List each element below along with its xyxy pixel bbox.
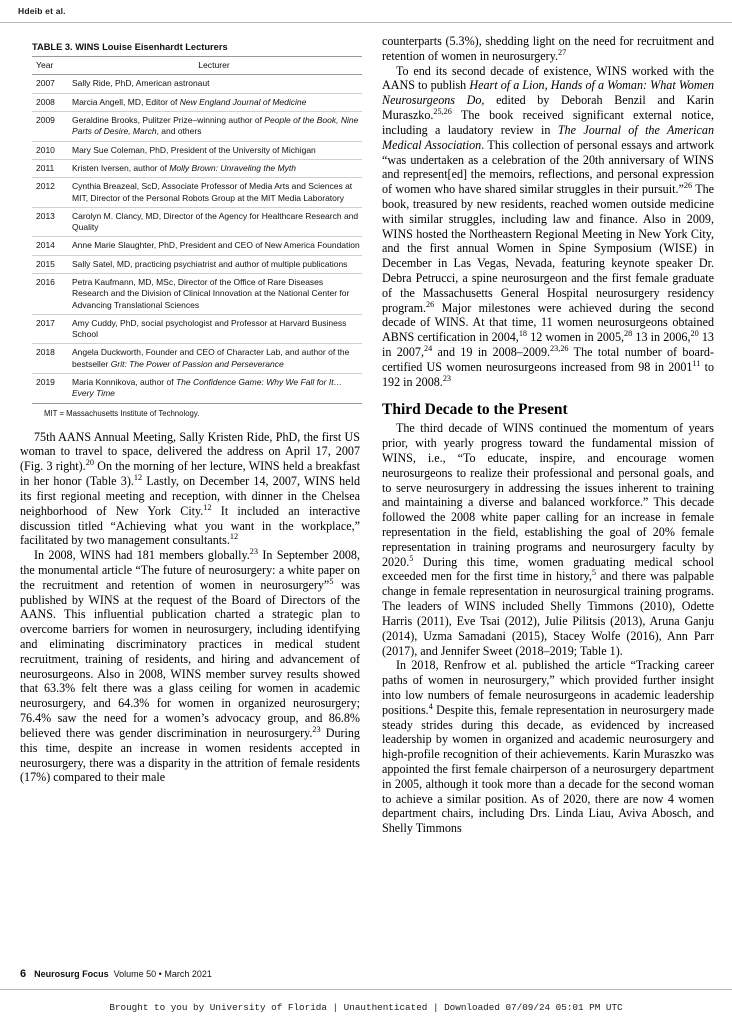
table-row	[32, 93, 362, 111]
right-column	[382, 34, 714, 836]
wins-lecturers-table	[32, 56, 362, 404]
table-row	[32, 75, 362, 93]
cell-lecturer: Sally Satel, MD, practicing psychiatrist and author of multiple publications	[68, 255, 362, 273]
page-footer	[20, 968, 212, 980]
cell-year: 2013	[32, 207, 68, 237]
cell-lecturer: Carolyn M. Clancy, MD, Director of the Agency for Healthcare Research and Quality	[68, 207, 362, 237]
table-row	[32, 273, 362, 314]
cell-year: 2018	[32, 344, 68, 374]
table-row	[32, 344, 362, 374]
table-row	[32, 255, 362, 273]
cell-year: 2015	[32, 255, 68, 273]
paragraph: In 2008, WINS had 181 members globally.$^{23}$ In September 2008, the monumental article “The future of neurosurgery: a white paper on the recruitment and retention of women in neurosurgery”$^5$ was published by WINS at the request of the Board of Directors of the AANS. This influential publication charted a strategic plan to overcome barriers for women in neurosurgery, including identifying and eliminating discriminatory practices in medical student recruitment, training of residents, and hiring and advancement of neurosurgeons. Also in 2008, WINS member survey results showed that 63.3% felt there was a glass ceiling for women in academic neurosurgery, and 64.3% for women in organized neurosurgery; 76.4% saw the need for a women’s advocacy group, and 86.8% believed there was gender discrimination in neurosurgery.$^{23}$ During this time, despite an increase in women residents accepted in neurosurgery, there was a disparity in the attrition of female residents (17%) compared to their male	[20, 547, 360, 785]
cell-lecturer: Cynthia Breazeal, ScD, Associate Professor of Media Arts and Sciences at MIT, Director of the Personal Robots Group at the MIT Media Laboratory	[68, 178, 362, 208]
cell-year: 2012	[32, 178, 68, 208]
cell-year: 2010	[32, 141, 68, 159]
page-number: 6	[20, 968, 27, 980]
paragraph: In 2018, Renfrow et al. published the article “Tracking career paths of women in neurosurgery,” which provided further insight into low numbers of female neurosurgeons in academic leadership positions.$^4$ Despite this, female representation in neurosurgery made steady strides during this decade, as evidenced by increased leadership by women in organized and academic neurosurgery and high-profile recognition of their achievements. Karin Muraszko was appointed the first female chairperson of a neurosurgery department in 2005, although it took more than a decade for the second woman to achieve a similar position. As of 2020, there are now 4 women department chairs, including Drs. Linda Liau, Aviva Abosch, and Shelly Timmons	[382, 658, 714, 836]
section-heading: Third Decade to the Present	[382, 400, 568, 418]
paragraph: counterparts (5.3%), shedding light on the need for recruitment and retention of women in neurosurgery.$^{27}$	[382, 34, 714, 63]
table-header-row	[32, 57, 362, 75]
left-column-text	[20, 430, 360, 786]
table-row	[32, 314, 362, 344]
table-row	[32, 141, 362, 159]
left-column	[20, 34, 360, 785]
paragraph: The third decade of WINS continued the momentum of years prior, with yearly progress toward the fundamental mission of WINS, i.e., “To educate, inspire, and encourage women neurosurgeons to realize their professional and personal goals, and to serve neurosurgery in addressing the issues inherent to training and maintaining a diverse and balanced workforce.” This decade followed the 2008 white paper calling for an increase in female representation in the field, establishing the goal of 20% female representation in training programs and neurosurgery faculty by 2020.$^5$ During this time, women graduating medical school exceeded men for the first time in history,$^5$ and there was palpable change in female representation in neurosurgical training programs. The leaders of WINS included Shelly Timmons (2010), Odette Harris (2011), Eve Tsai (2012), Julie Pilitsis (2013), Aruna Ganju (2014), Uzma Samadani (2015), Stacey Wolfe (2016), Ann Parr (2017), and Jennifer Sweet (2018–2019; Table 1).	[382, 421, 714, 658]
paragraph: To end its second decade of existence, WINS worked with the AANS to publish Heart of a Lion, Hands of a Woman: What Women Neurosurgeons Do, edited by Deborah Benzil and Karin Muraszko.$^{25,26}$ The book received significant external notice, including a laudatory review in The Journal of the American Medical Association. This collection of personal essays and artwork “was undertaken as a celebration of the 20th anniversary of WINS and represent[ed] the memoirs, reflections, and personal expression of women who have shared similar struggles in their pursuit.”$^{26}$ The book, treasured by new residents, reached women outside medicine with similar struggles, including law and finance. Also in 2009, WINS hosted the Northeastern Regional Meeting in New York City, and the first annual Women in Spine Symposium (WISE) in December in Las Vegas, Nevada, featuring keynote speaker Dr. Debra Petrucci, a spine neurosurgeon and the first female graduate of the Massachusetts General Hospital neurosurgery residency program.$^{26}$ Major milestones were achieved during the second decade of WINS. At that time, 11 women neurosurgeons obtained ABNS certification in 2004,18 12 women in 2005,28 13 in 2006,20 13 in 2007,24 and 19 in 2008–2009.$^{23,26}$ The total number of board-certified US women neurosurgeons increased from 98 in 2001$^{11}$ to 192 in 2008.23	[382, 63, 715, 389]
cell-lecturer: Geraldine Brooks, Pulitzer Prize–winning author of People of the Book, Nine Parts of Desire, March, and others	[68, 112, 362, 142]
cell-lecturer: Sally Ride, PhD, American astronaut	[68, 75, 362, 93]
cell-year: 2014	[32, 237, 68, 255]
table-body	[32, 75, 362, 403]
header-rule	[0, 22, 732, 23]
running-head: Hdeib et al.	[18, 6, 66, 16]
table-row	[32, 237, 362, 255]
cell-lecturer: Amy Cuddy, PhD, social psychologist and Professor at Harvard Business School	[68, 314, 362, 344]
table-row	[32, 207, 362, 237]
footer-rule	[0, 989, 732, 990]
table-row	[32, 159, 362, 177]
paragraph: 75th AANS Annual Meeting, Sally Kristen Ride, PhD, the first US woman to travel to space, delivered the address on April 17, 2007 (Fig. 3 right).$^{20}$ On the morning of her lecture, WINS held a breakfast in her honor (Table 3).$^{12}$ Lastly, on December 14, 2007, WINS held its first regional meeting and reception, with dinner in the Chelsea neighborhood of New York City.$^{12}$ It included an interactive discussion titled “Achieving what you want in the workplace,” facilitated by two management consultants.$^{12}$	[20, 429, 360, 548]
table-header	[32, 57, 362, 75]
table-footnote: MIT = Massachusetts Institute of Technology.	[44, 408, 200, 418]
column-header-lecturer: Lecturer	[68, 57, 362, 75]
cell-lecturer: Angela Duckworth, Founder and CEO of Character Lab, and author of the bestseller Grit: The Power of Passion and Perseverance	[68, 344, 362, 374]
cell-year: 2019	[32, 374, 68, 404]
table-row	[32, 178, 362, 208]
cell-lecturer: Mary Sue Coleman, PhD, President of the University of Michigan	[68, 141, 362, 159]
cell-lecturer: Maria Konnikova, author of The Confidence Game: Why We Fall for It…Every Time	[68, 374, 362, 404]
cell-year: 2008	[32, 93, 68, 111]
journal-name: Neurosurg Focus	[34, 969, 109, 979]
cell-lecturer: Kristen Iversen, author of Molly Brown: Unraveling the Myth	[68, 159, 362, 177]
table-row	[32, 374, 362, 404]
table-row	[32, 112, 362, 142]
cell-year: 2011	[32, 159, 68, 177]
cell-lecturer: Petra Kaufmann, MD, MSc, Director of the Office of Rare Diseases Research and the Division of Clinical Innovation at the National Center for Advancing Translational Sciences	[68, 273, 362, 314]
cell-year: 2016	[32, 273, 68, 314]
table-title: TABLE 3. WINS Louise Eisenhardt Lecturers	[32, 42, 228, 52]
delivery-statement: Brought to you by University of Florida | Unauthenticated | Downloaded 07/09/24 05:01 PM UTC	[109, 1002, 623, 1013]
volume-date: Volume 50 • March 2021	[113, 969, 212, 979]
cell-year: 2009	[32, 112, 68, 142]
cell-lecturer: Anne Marie Slaughter, PhD, President and CEO of New America Foundation	[68, 237, 362, 255]
cell-year: 2017	[32, 314, 68, 344]
column-header-year: Year	[32, 57, 68, 75]
cell-lecturer: Marcia Angell, MD, Editor of New England Journal of Medicine	[68, 93, 362, 111]
cell-year: 2007	[32, 75, 68, 93]
